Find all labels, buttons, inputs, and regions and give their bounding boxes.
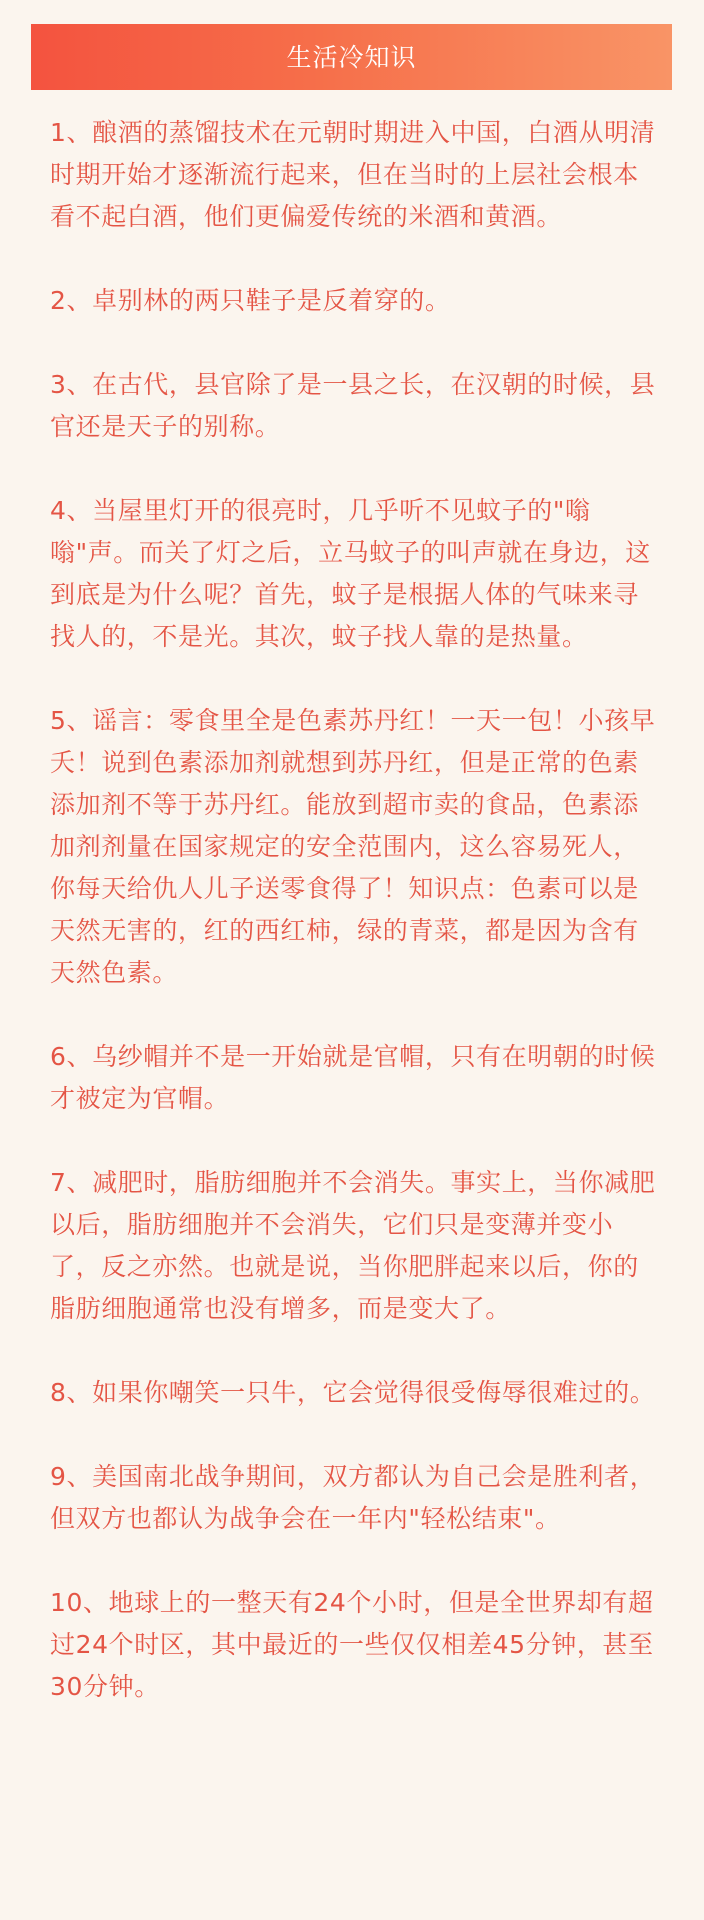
fact-item-6: 6、乌纱帽并不是一开始就是官帽，只有在明朝的时候才被定为官帽。 <box>50 1042 656 1113</box>
fact-item-4: 4、当屋里灯开的很亮时，几乎听不见蚊子的"嗡嗡"声。而关了灯之后，立马蚊子的叫声就在身边，这到底是为什么呢？首先，蚊子是根据人体的气味来寻找人的，不是光。其次，蚊子找人靠的是热量。 <box>50 496 651 651</box>
fact-item-8: 8、如果你嘲笑一只牛，它会觉得很受侮辱很难过的。 <box>50 1378 656 1407</box>
fact-item-1: 1、酿酒的蒸馏技术在元朝时期进入中国，白酒从明清时期开始才逐渐流行起来，但在当时的上层社会根本看不起白酒，他们更偏爱传统的米酒和黄酒。 <box>50 118 656 231</box>
fact-item-3: 3、在古代，县官除了是一县之长，在汉朝的时候，县官还是天子的别称。 <box>50 370 656 441</box>
fact-item-9: 9、美国南北战争期间，双方都认为自己会是胜利者，但双方也都认为战争会在一年内"轻松结束"。 <box>50 1462 656 1533</box>
fact-item-2: 2、卓别林的两只鞋子是反着穿的。 <box>50 286 451 315</box>
fact-item-10: 10、地球上的一整天有24个小时，但是全世界却有超过24个时区，其中最近的一些仅仅相差45分钟，甚至30分钟。 <box>50 1588 654 1701</box>
fact-item-5: 5、谣言：零食里全是色素苏丹红！一天一包！小孩早夭！说到色素添加剂就想到苏丹红，但是正常的色素添加剂不等于苏丹红。能放到超市卖的食品，色素添加剂剂量在国家规定的安全范围内，这么容易死人，你每天给仇人儿子送零食得了！知识点：色素可以是天然无害的，红的西红柿，绿的青菜，都是因为含有天然色素。 <box>50 706 656 987</box>
fact-list <box>0 112 704 1708</box>
title-banner <box>31 24 672 90</box>
page-title: 生活冷知识 <box>286 42 417 72</box>
fact-item-7: 7、减肥时，脂肪细胞并不会消失。事实上，当你减肥以后，脂肪细胞并不会消失，它们只是变薄并变小了，反之亦然。也就是说，当你肥胖起来以后，你的脂肪细胞通常也没有增多，而是变大了。 <box>50 1168 656 1323</box>
